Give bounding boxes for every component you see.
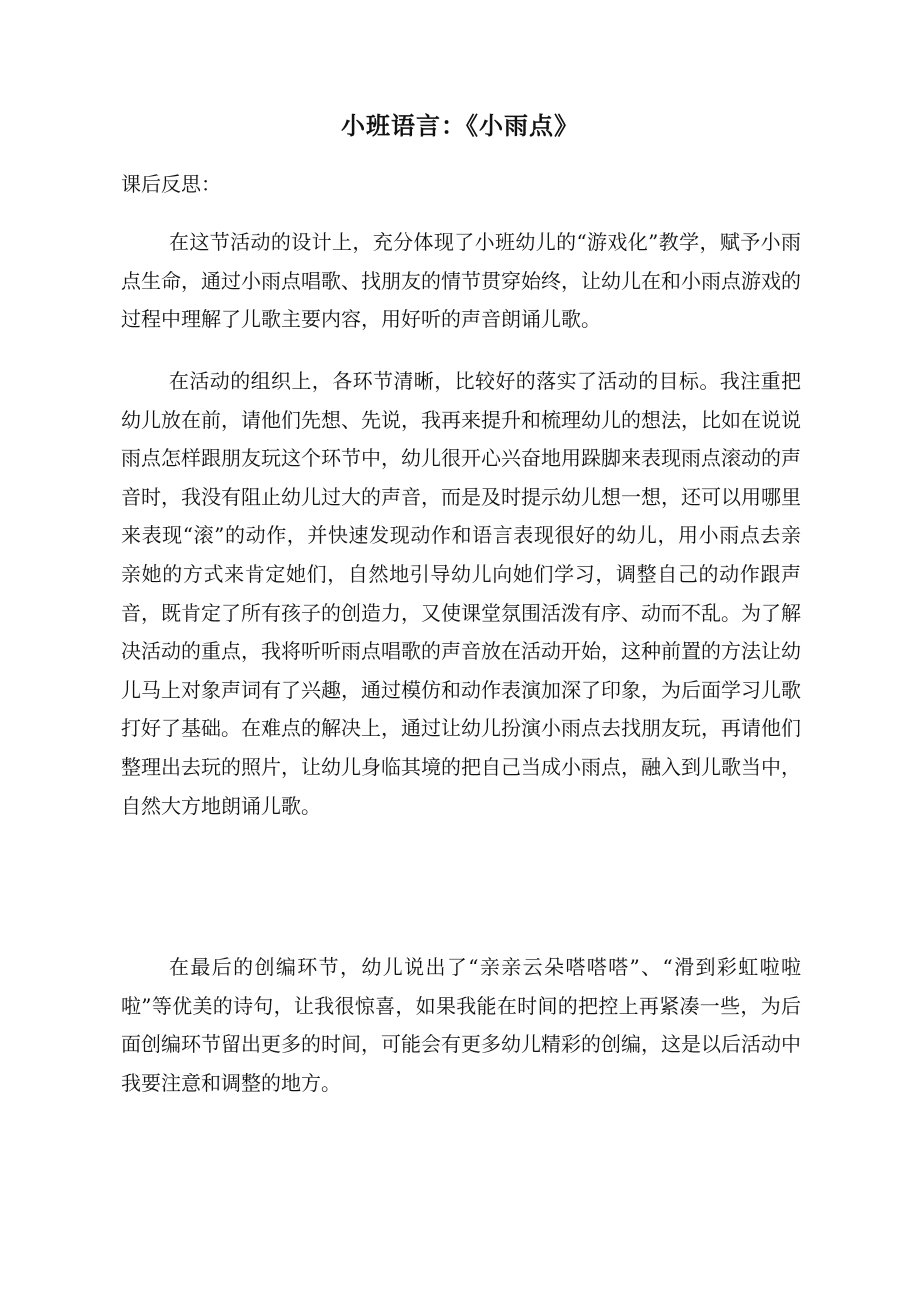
paragraph-organization: 在活动的组织上，各环节清晰，比较好的落实了活动的目标。我注重把幼儿放在前，请他们先想、先说，我再来提升和梳理幼儿的想法，比如在说说雨点怎样跟朋友玩这个环节中，幼儿很开心兴奋地用跺脚来表现雨点滚动的声音时，我没有阻止幼儿过大的声音，而是及时提示幼儿想一想，还可以用哪里来表现“滚”的动作，并快速发现动作和语言表现很好的幼儿，用小雨点去亲亲她的方式来肯定她们，自然地引导幼儿向她们学习，调整自己的动作跟声音，既肯定了所有孩子的创造力，又使课堂氛围活泼有序、动而不乱。为了解决活动的重点，我将听听雨点唱歌的声音放在活动开始，这种前置的方法让幼儿马上对象声词有了兴趣，通过模仿和动作表演加深了印象，为后面学习儿歌打好了基础。在难点的解决上，通过让幼儿扮演小雨点去找朋友玩，再请他们整理出去玩的照片，让幼儿身临其境的把自己当成小雨点，融入到儿歌当中，自然大方地朗诵儿歌。 — [121, 369, 801, 818]
paragraph-design: 在这节活动的设计上，充分体现了小班幼儿的“游戏化”教学，赋予小雨点生命，通过小雨点唱歌、找朋友的情节贯穿始终，让幼儿在和小雨点游戏的过程中理解了儿歌主要内容，用好听的声音朗诵儿歌。 — [121, 230, 801, 332]
section-label: 课后反思： — [121, 172, 221, 196]
paragraph-creation: 在最后的创编环节，幼儿说出了“亲亲云朵嗒嗒嗒”、“滑到彩虹啦啦啦”等优美的诗句，让我很惊喜，如果我能在时间的把控上再紧凑一些，为后面创编环节留出更多的时间，可能会有更多幼儿精彩的创编，这是以后活动中我要注意和调整的地方。 — [121, 955, 801, 1095]
page-title: 小班语言：《小雨点》 — [341, 111, 579, 140]
